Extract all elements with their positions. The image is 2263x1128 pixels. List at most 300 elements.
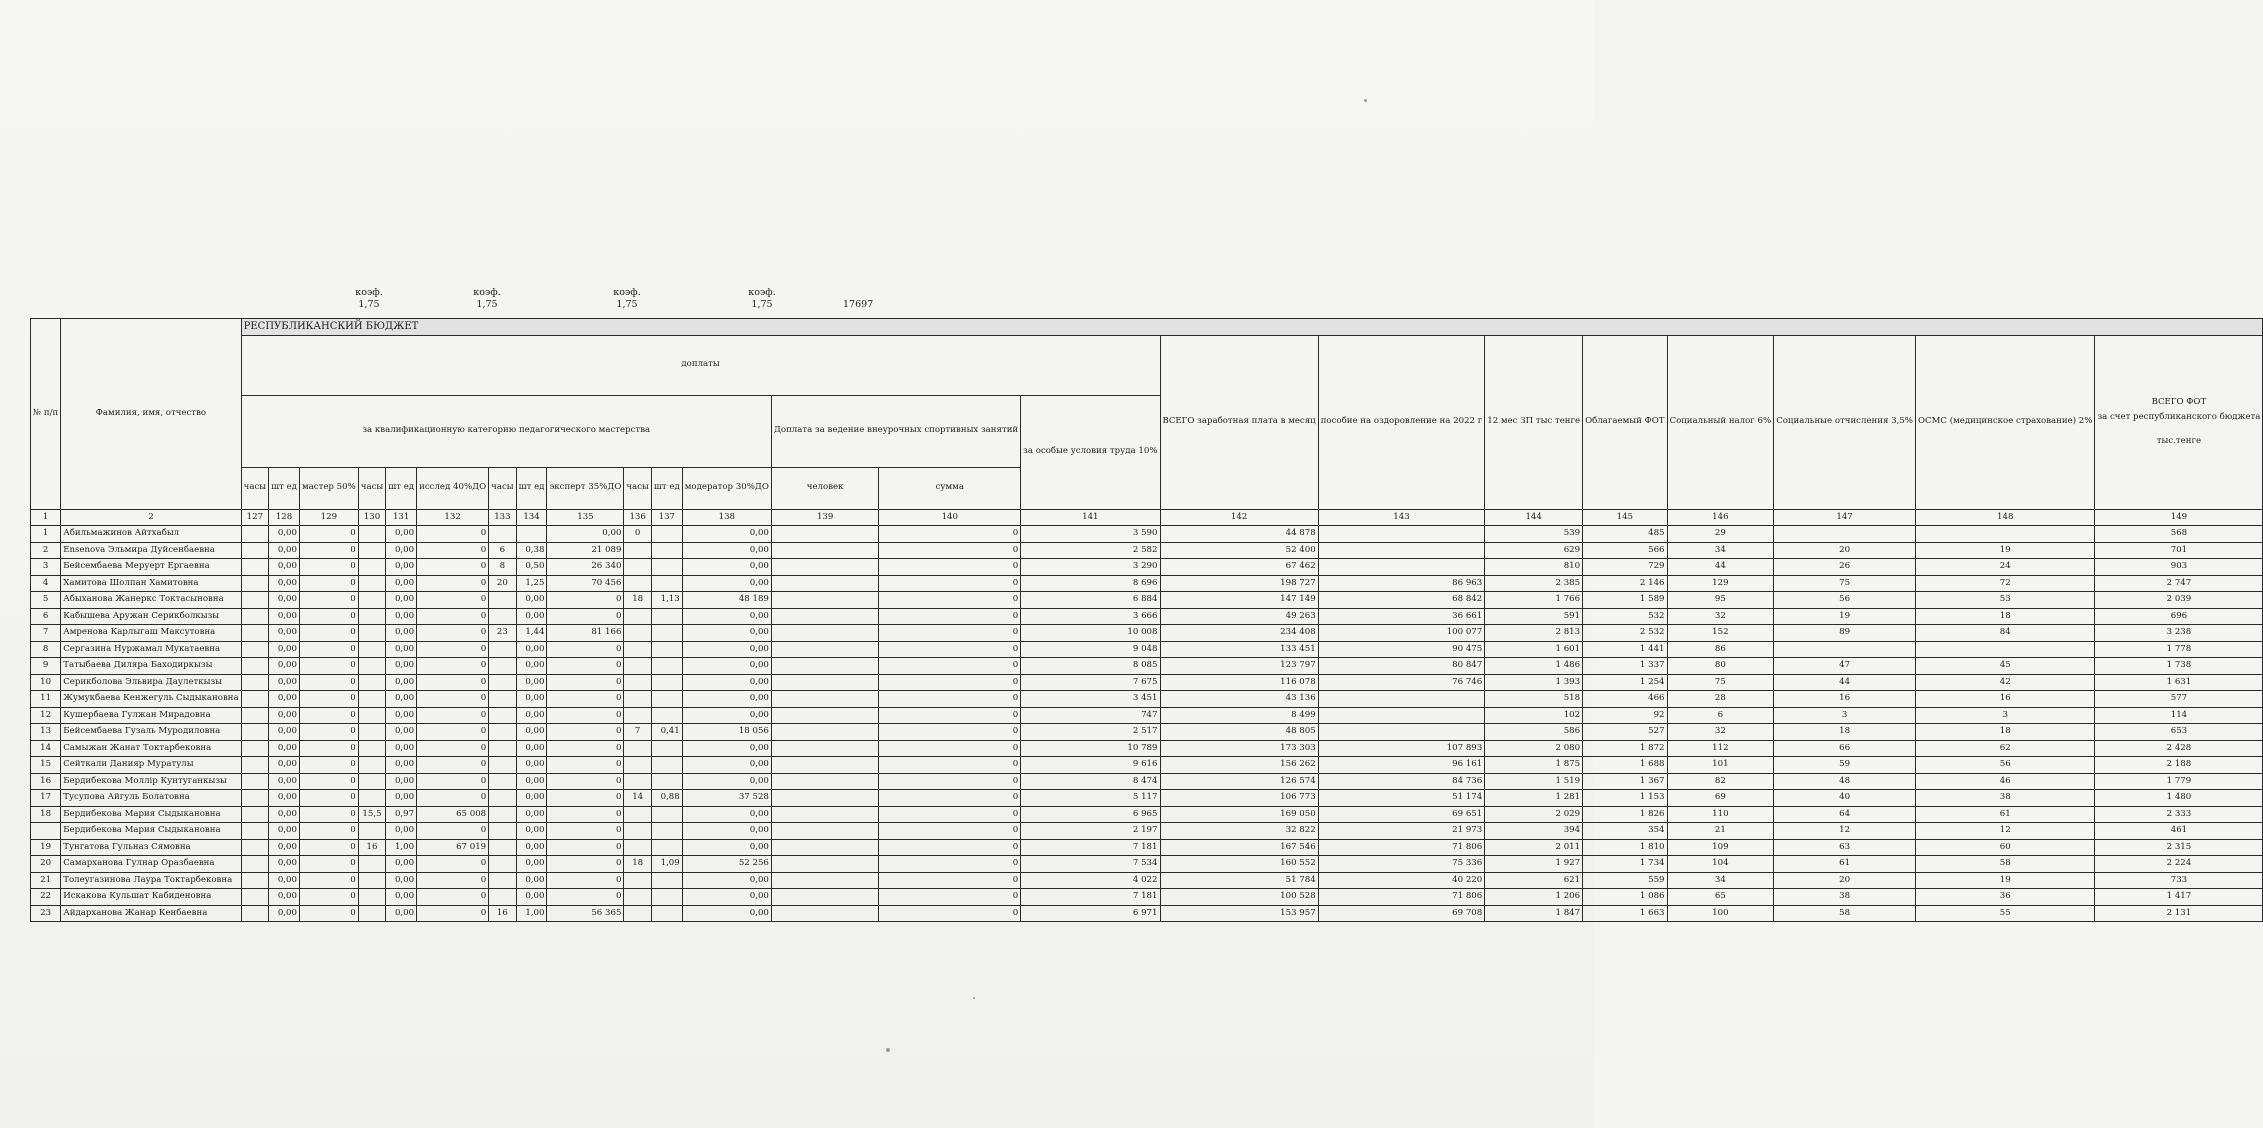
table-cell: [358, 823, 385, 840]
table-cell: [624, 608, 651, 625]
table-cell: 47: [1774, 658, 1916, 675]
cell-num: [31, 823, 61, 840]
table-cell: 0,00: [516, 608, 547, 625]
table-cell: 160 552: [1160, 856, 1318, 873]
table-cell: [241, 608, 268, 625]
index-cell: 136: [624, 509, 651, 526]
coefficient-4: коэф. 1,75: [748, 287, 776, 310]
table-cell: 0: [547, 839, 624, 856]
table-cell: 0,00: [516, 740, 547, 757]
table-cell: 90 475: [1318, 641, 1485, 658]
table-cell: 36 661: [1318, 608, 1485, 625]
table-cell: 1,44: [516, 625, 547, 642]
table-cell: 61: [1774, 856, 1916, 873]
table-cell: [651, 641, 682, 658]
table-cell: 0: [417, 790, 489, 807]
cell-fio: Абильмажинов Айтхабыл: [61, 526, 241, 543]
table-cell: 38: [1915, 790, 2094, 807]
cell-num: 9: [31, 658, 61, 675]
table-cell: [241, 823, 268, 840]
table-cell: [358, 740, 385, 757]
table-cell: [1915, 641, 2094, 658]
table-cell: 0,00: [269, 757, 300, 774]
table-cell: [624, 823, 651, 840]
table-cell: [489, 757, 516, 774]
table-cell: 485: [1583, 526, 1667, 543]
cell-fot-total: 2 188: [2095, 757, 2263, 774]
table-cell: 0,00: [386, 823, 417, 840]
table-cell: 86: [1667, 641, 1774, 658]
table-cell: 1,13: [651, 592, 682, 609]
table-cell: 86 963: [1318, 575, 1485, 592]
table-cell: 0: [547, 691, 624, 708]
table-cell: 65 008: [417, 806, 489, 823]
table-cell: 0: [417, 608, 489, 625]
table-cell: 0: [547, 856, 624, 873]
table-cell: 0,00: [269, 575, 300, 592]
table-cell: 0: [879, 823, 1021, 840]
table-cell: [1318, 526, 1485, 543]
table-cell: 0,00: [516, 889, 547, 906]
table-cell: 0,00: [516, 724, 547, 741]
table-cell: 40: [1774, 790, 1916, 807]
table-cell: [1318, 724, 1485, 741]
table-cell: [651, 674, 682, 691]
table-cell: 52 256: [682, 856, 771, 873]
table-cell: 0,00: [269, 790, 300, 807]
table-cell: 18: [1774, 724, 1916, 741]
table-cell: 0: [417, 526, 489, 543]
cell-num: 13: [31, 724, 61, 741]
index-cell: 133: [489, 509, 516, 526]
table-cell: [241, 889, 268, 906]
table-cell: 10 789: [1021, 740, 1160, 757]
table-cell: 156 262: [1160, 757, 1318, 774]
cell-fio: Бердибекова Мария Сыдыкановна: [61, 823, 241, 840]
table-cell: [358, 707, 385, 724]
cell-fot-total: 733: [2095, 872, 2263, 889]
table-cell: 0: [879, 740, 1021, 757]
table-cell: 0: [417, 773, 489, 790]
table-cell: 6: [489, 542, 516, 559]
table-cell: [624, 575, 651, 592]
cell-fio: Бердибекова Мария Сыдыкановна: [61, 806, 241, 823]
table-cell: [1318, 542, 1485, 559]
table-cell: 89: [1774, 625, 1916, 642]
table-cell: [771, 856, 878, 873]
table-cell: [241, 674, 268, 691]
table-cell: 0: [417, 575, 489, 592]
table-cell: 51 784: [1160, 872, 1318, 889]
table-cell: [241, 641, 268, 658]
cell-num: 5: [31, 592, 61, 609]
table-cell: [358, 905, 385, 922]
cell-fio: Айдарханова Жанар Кенбаевна: [61, 905, 241, 922]
table-cell: 12: [1774, 823, 1916, 840]
table-cell: 0,00: [516, 592, 547, 609]
table-cell: [489, 823, 516, 840]
table-cell: 0,00: [682, 773, 771, 790]
scan-speck: [886, 1048, 890, 1052]
table-cell: 100: [1667, 905, 1774, 922]
table-cell: 66: [1774, 740, 1916, 757]
table-cell: [771, 889, 878, 906]
index-cell: 143: [1318, 509, 1485, 526]
table-cell: 3 290: [1021, 559, 1160, 576]
table-cell: 19: [1915, 872, 2094, 889]
table-cell: [624, 658, 651, 675]
cell-fio: Кабышева Аружан Серикболкызы: [61, 608, 241, 625]
table-cell: 0,00: [516, 674, 547, 691]
table-cell: [771, 757, 878, 774]
table-cell: 0,00: [682, 905, 771, 922]
table-cell: 173 303: [1160, 740, 1318, 757]
table-cell: 0: [547, 674, 624, 691]
table-cell: 28: [1667, 691, 1774, 708]
table-cell: [624, 674, 651, 691]
table-cell: [624, 691, 651, 708]
table-cell: [489, 790, 516, 807]
cell-num: 19: [31, 839, 61, 856]
table-cell: 0: [547, 707, 624, 724]
table-cell: [241, 724, 268, 741]
table-cell: 0: [417, 674, 489, 691]
table-cell: [358, 625, 385, 642]
table-cell: 46: [1915, 773, 2094, 790]
table-cell: 0: [879, 839, 1021, 856]
table-cell: 0,00: [386, 740, 417, 757]
coefficient-total: 17697: [843, 299, 874, 310]
cell-num: 8: [31, 641, 61, 658]
table-cell: 0: [547, 641, 624, 658]
table-cell: 234 408: [1160, 625, 1318, 642]
table-cell: 3: [1915, 707, 2094, 724]
table-row: [31, 856, 2263, 873]
table-cell: [358, 608, 385, 625]
table-cell: 0,00: [682, 740, 771, 757]
table-cell: 0,00: [386, 592, 417, 609]
table-cell: 20: [1774, 872, 1916, 889]
table-cell: 0: [879, 674, 1021, 691]
table-cell: 7: [624, 724, 651, 741]
table-cell: 0: [299, 526, 358, 543]
table-cell: 0,00: [269, 608, 300, 625]
table-cell: [241, 856, 268, 873]
table-cell: 0,00: [269, 724, 300, 741]
table-cell: 1 766: [1485, 592, 1583, 609]
index-cell: 2: [61, 509, 241, 526]
table-cell: 0,50: [516, 559, 547, 576]
table-cell: 0,00: [386, 575, 417, 592]
social-contrib-header: Социальные отчисления 3,5%: [1774, 335, 1916, 509]
cell-num: 22: [31, 889, 61, 906]
benefit-header: пособие на оздоровление на 2022 г: [1318, 335, 1485, 509]
index-cell: 140: [879, 509, 1021, 526]
table-cell: [624, 889, 651, 906]
table-cell: 747: [1021, 707, 1160, 724]
table-cell: 0,00: [386, 691, 417, 708]
cell-fio: Хамитова Шолпан Хамитовна: [61, 575, 241, 592]
table-cell: 10 008: [1021, 625, 1160, 642]
cell-fio: Татыбаева Диляра Баходиркызы: [61, 658, 241, 675]
table-cell: [241, 839, 268, 856]
table-cell: 0,00: [386, 707, 417, 724]
table-cell: [358, 674, 385, 691]
sub-chasy-2: часы: [358, 467, 385, 509]
table-cell: 95: [1667, 592, 1774, 609]
table-cell: [624, 559, 651, 576]
table-cell: 0,00: [682, 707, 771, 724]
table-cell: 0: [879, 889, 1021, 906]
table-cell: 0,00: [269, 592, 300, 609]
table-cell: 21 973: [1318, 823, 1485, 840]
table-cell: [358, 542, 385, 559]
table-cell: 44 878: [1160, 526, 1318, 543]
table-cell: 107 893: [1318, 740, 1485, 757]
table-cell: 84: [1915, 625, 2094, 642]
table-cell: 6 971: [1021, 905, 1160, 922]
table-row: [31, 839, 2263, 856]
table-cell: 0,00: [516, 757, 547, 774]
table-cell: [241, 790, 268, 807]
cell-fot-total: 2 747: [2095, 575, 2263, 592]
sub-issled: исслед 40%ДО: [417, 467, 489, 509]
table-cell: 63: [1774, 839, 1916, 856]
table-cell: 0: [299, 839, 358, 856]
table-cell: 0,00: [269, 707, 300, 724]
sub-expert: эксперт 35%ДО: [547, 467, 624, 509]
table-cell: [358, 757, 385, 774]
table-cell: 1 254: [1583, 674, 1667, 691]
table-cell: 0: [547, 658, 624, 675]
table-cell: 101: [1667, 757, 1774, 774]
table-cell: 0,00: [269, 691, 300, 708]
table-cell: [651, 889, 682, 906]
table-cell: 0,00: [386, 658, 417, 675]
table-cell: [358, 872, 385, 889]
sub-shted-2: шт ед: [386, 467, 417, 509]
table-cell: 0,00: [386, 757, 417, 774]
table-row: [31, 608, 2263, 625]
table-row: [31, 658, 2263, 675]
table-cell: 12: [1915, 823, 2094, 840]
table-cell: 167 546: [1160, 839, 1318, 856]
table-cell: 0: [624, 526, 651, 543]
table-cell: [771, 674, 878, 691]
table-cell: [624, 872, 651, 889]
table-cell: [651, 559, 682, 576]
table-cell: 0: [299, 592, 358, 609]
table-cell: [241, 757, 268, 774]
table-cell: [771, 790, 878, 807]
index-cell: 130: [358, 509, 385, 526]
cell-fot-total: 1 631: [2095, 674, 2263, 691]
table-cell: [358, 889, 385, 906]
table-cell: [771, 724, 878, 741]
table-cell: 1 206: [1485, 889, 1583, 906]
table-cell: 18: [624, 856, 651, 873]
cell-fio: Жумукбаева Кенжегуль Сыдыкановна: [61, 691, 241, 708]
table-cell: [1318, 707, 1485, 724]
table-row: [31, 790, 2263, 807]
table-cell: 8 085: [1021, 658, 1160, 675]
table-cell: [358, 724, 385, 741]
table-cell: 37 528: [682, 790, 771, 807]
index-cell: 144: [1485, 509, 1583, 526]
table-cell: [771, 625, 878, 642]
table-cell: [241, 526, 268, 543]
table-cell: 38: [1774, 889, 1916, 906]
table-cell: [489, 608, 516, 625]
table-cell: 0: [417, 658, 489, 675]
sub-shted-1: шт ед: [269, 467, 300, 509]
doplaty-header: доплаты: [241, 335, 1160, 395]
table-cell: [624, 641, 651, 658]
table-cell: 16: [358, 839, 385, 856]
zp12-header: 12 мес ЗП тыс тенге: [1485, 335, 1583, 509]
table-cell: 198 727: [1160, 575, 1318, 592]
table-row: [31, 592, 2263, 609]
table-cell: [651, 658, 682, 675]
table-cell: 1 872: [1583, 740, 1667, 757]
table-cell: 3: [1774, 707, 1916, 724]
table-cell: 0,00: [269, 773, 300, 790]
cell-fot-total: 1 779: [2095, 773, 2263, 790]
table-cell: [771, 575, 878, 592]
index-cell: 149: [2095, 509, 2263, 526]
table-cell: 0,00: [516, 839, 547, 856]
scan-speck: [1364, 99, 1367, 102]
cell-num: 15: [31, 757, 61, 774]
table-cell: 7 534: [1021, 856, 1160, 873]
table-cell: [358, 641, 385, 658]
cell-num: 20: [31, 856, 61, 873]
table-cell: 0: [879, 608, 1021, 625]
table-cell: 116 078: [1160, 674, 1318, 691]
table-cell: 0: [547, 608, 624, 625]
table-cell: [358, 658, 385, 675]
table-cell: 2 582: [1021, 542, 1160, 559]
table-cell: 7 181: [1021, 839, 1160, 856]
table-cell: 0,00: [386, 872, 417, 889]
table-cell: 586: [1485, 724, 1583, 741]
table-cell: 1 663: [1583, 905, 1667, 922]
table-cell: 0: [417, 872, 489, 889]
table-cell: [489, 773, 516, 790]
table-cell: 0,00: [516, 658, 547, 675]
table-cell: 0: [417, 823, 489, 840]
table-cell: 110: [1667, 806, 1774, 823]
cell-fot-total: 114: [2095, 707, 2263, 724]
table-cell: 0,00: [269, 674, 300, 691]
table-row: [31, 674, 2263, 691]
cell-fot-total: 2 131: [2095, 905, 2263, 922]
table-cell: 0,00: [386, 674, 417, 691]
table-cell: 2 146: [1583, 575, 1667, 592]
table-cell: 1 281: [1485, 790, 1583, 807]
table-cell: 0: [547, 872, 624, 889]
table-cell: 52 400: [1160, 542, 1318, 559]
table-cell: [516, 526, 547, 543]
cell-fio: Искакова Кульшат Кабиденовна: [61, 889, 241, 906]
cell-num: 18: [31, 806, 61, 823]
table-cell: 1 441: [1583, 641, 1667, 658]
col-num-header: № п/п: [31, 319, 61, 510]
table-cell: [651, 757, 682, 774]
sub-moderator: модератор 30%ДО: [682, 467, 771, 509]
table-cell: 0: [417, 889, 489, 906]
table-cell: [241, 707, 268, 724]
sub-master: мастер 50%: [299, 467, 358, 509]
index-cell: 145: [1583, 509, 1667, 526]
cell-fio: Самарханова Гулнар Оразбаевна: [61, 856, 241, 873]
table-cell: [358, 790, 385, 807]
table-cell: 1 826: [1583, 806, 1667, 823]
table-cell: [489, 674, 516, 691]
cell-fio: Толеугазинова Лаура Токтарбековна: [61, 872, 241, 889]
table-cell: 0: [299, 707, 358, 724]
table-row: [31, 757, 2263, 774]
cell-fio: Бейсембаева Гузаль Муродиловна: [61, 724, 241, 741]
special-header: за особые условия труда 10%: [1021, 395, 1160, 509]
table-cell: 51 174: [1318, 790, 1485, 807]
table-cell: 0: [299, 575, 358, 592]
table-cell: [241, 872, 268, 889]
table-cell: 0: [299, 905, 358, 922]
table-cell: 0,00: [682, 889, 771, 906]
table-cell: 0: [879, 790, 1021, 807]
table-cell: 4 022: [1021, 872, 1160, 889]
table-cell: 0: [299, 559, 358, 576]
table-cell: 126 574: [1160, 773, 1318, 790]
index-cell: 128: [269, 509, 300, 526]
table-cell: [1774, 641, 1916, 658]
table-cell: 55: [1915, 905, 2094, 922]
cell-fot-total: 1 738: [2095, 658, 2263, 675]
table-cell: 394: [1485, 823, 1583, 840]
table-cell: 0: [299, 625, 358, 642]
table-cell: 18: [624, 592, 651, 609]
table-cell: 0: [299, 691, 358, 708]
table-cell: [489, 856, 516, 873]
table-cell: 0,97: [386, 806, 417, 823]
table-cell: 0: [879, 806, 1021, 823]
table-cell: 42: [1915, 674, 2094, 691]
sub-summa: сумма: [879, 467, 1021, 509]
table-cell: [624, 757, 651, 774]
col-fio-header: Фамилия, имя, отчество: [61, 319, 241, 510]
table-cell: 0: [417, 542, 489, 559]
cell-fio: Сергазина Нуржамал Мукатаевна: [61, 641, 241, 658]
table-cell: 1 847: [1485, 905, 1583, 922]
cell-num: 12: [31, 707, 61, 724]
table-cell: 16: [1915, 691, 2094, 708]
table-cell: 0: [417, 592, 489, 609]
table-cell: 0,00: [682, 658, 771, 675]
table-row: [31, 889, 2263, 906]
table-cell: 44: [1667, 559, 1774, 576]
table-cell: 0,00: [386, 856, 417, 873]
table-cell: 82: [1667, 773, 1774, 790]
table-cell: 147 149: [1160, 592, 1318, 609]
table-cell: 20: [489, 575, 516, 592]
table-cell: 0,00: [269, 559, 300, 576]
table-cell: [771, 773, 878, 790]
table-cell: [651, 625, 682, 642]
table-cell: [241, 575, 268, 592]
table-cell: 152: [1667, 625, 1774, 642]
table-row: [31, 823, 2263, 840]
